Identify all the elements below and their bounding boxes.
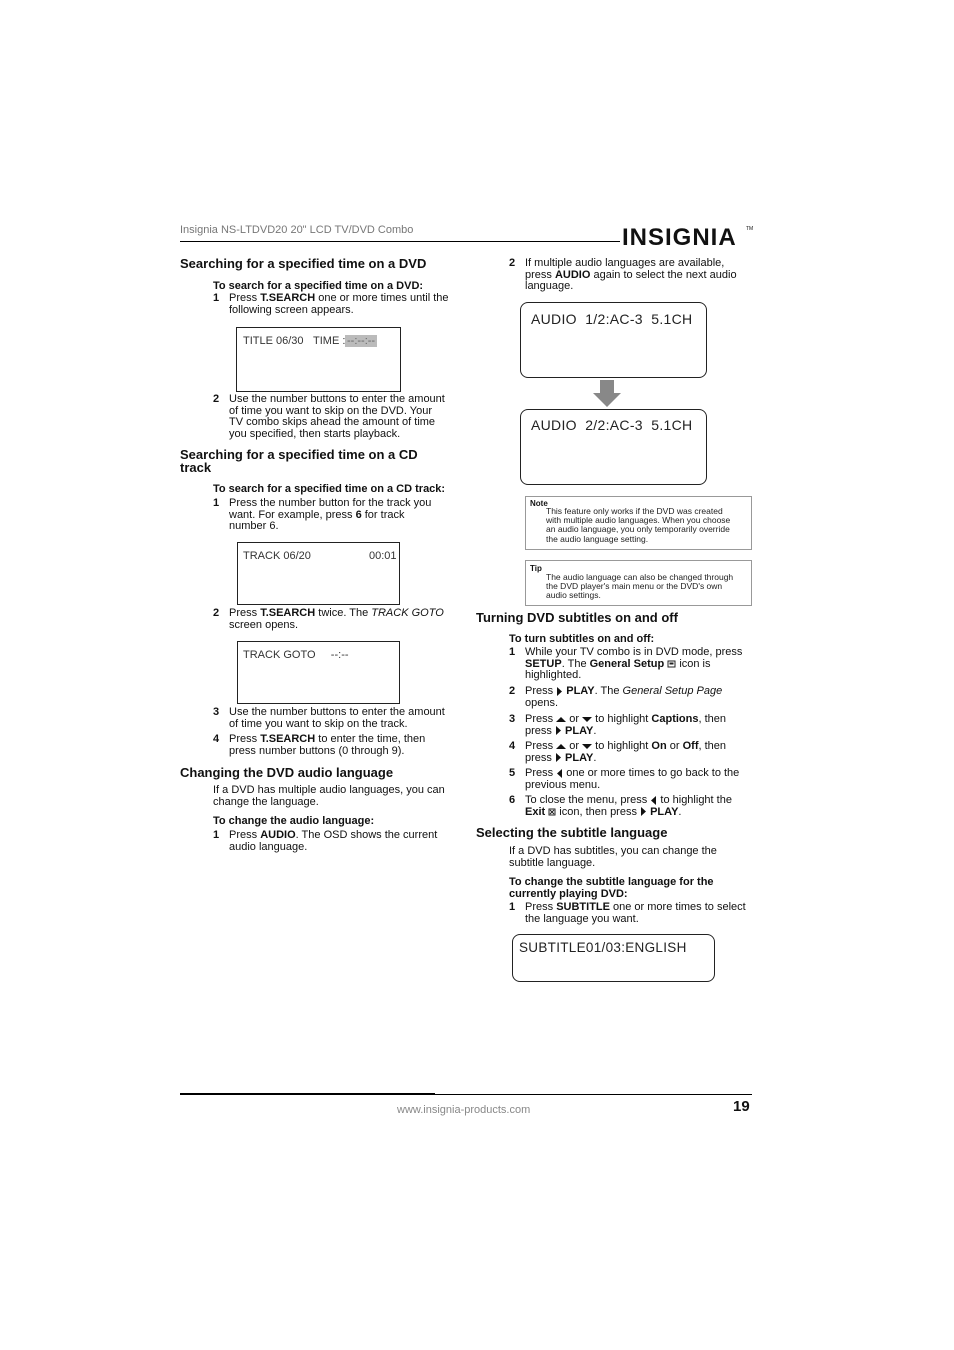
tip-label: Tip — [530, 564, 542, 573]
osd-screen-track-goto — [237, 641, 400, 704]
heading-dvd-time-search: Searching for a specified time on a DVD — [180, 256, 427, 271]
tip-box — [525, 560, 752, 606]
osd-screen-audio-1 — [520, 302, 707, 378]
heading-audio-language: Changing the DVD audio language — [180, 765, 394, 780]
osd-audio-1: AUDIO 1/2:AC-3 5.1CH — [531, 311, 693, 327]
osd-subtitle: SUBTITLE01/03:ENGLISH — [519, 940, 687, 955]
step-number: 1 — [213, 292, 220, 304]
paragraph-audio: If a DVD has multiple audio languages, you can change the language. — [213, 784, 445, 808]
osd-title: TITLE 06/30 — [243, 335, 304, 347]
heading-cd-time-search: Searching for a specified time on a CD track — [180, 447, 418, 475]
osd-screen-track — [237, 542, 400, 605]
general-setup-icon — [667, 660, 676, 668]
osd-screen-subtitle — [512, 934, 715, 982]
osd-time-label: TIME : — [313, 335, 346, 347]
subheading-cd-time-search: To search for a specified time on a CD track: — [213, 483, 446, 495]
right-arrow-icon — [556, 687, 563, 696]
osd-track-time: 00:01 — [369, 550, 397, 562]
subheading-audio: To change the audio language: — [213, 815, 375, 827]
subheading-subtitle-language: To change the subtitle language for the currently playing DVD: — [509, 876, 714, 900]
logo-tm: TM — [746, 226, 754, 232]
header-title: Insignia NS-LTDVD20 20" LCD TV/DVD Combo — [180, 224, 414, 236]
osd-track: TRACK 06/20 — [243, 550, 311, 562]
down-arrow-icon — [582, 716, 592, 723]
page-number: 19 — [733, 1098, 750, 1115]
osd-audio-2: AUDIO 2/2:AC-3 5.1CH — [531, 417, 693, 433]
insignia-logo — [622, 218, 752, 250]
osd-track-goto: TRACK GOTO --:-- — [243, 649, 349, 661]
note-text: This feature only works if the DVD was created with multiple audio languages. When you choose an audio language, you only temporarily override the audio language setting. — [546, 506, 731, 544]
note-label: Note — [530, 499, 548, 508]
note-box — [525, 496, 752, 550]
heading-subtitles-on-off: Turning DVD subtitles on and off — [476, 610, 678, 625]
header-rule — [180, 241, 620, 242]
right-arrow-icon — [555, 726, 562, 735]
footer-rule — [180, 1094, 752, 1095]
tip-text: The audio language can also be changed through the DVD player's main menu or the DVD's own audio settings. — [546, 572, 734, 601]
right-arrow-icon — [555, 753, 562, 762]
osd-time-value: --:--:-- — [347, 335, 376, 347]
arrow-down-icon — [592, 380, 622, 408]
footer-url: www.insignia-products.com — [397, 1104, 531, 1116]
paragraph-subtitle: If a DVD has subtitles, you can change the subtitle language. — [509, 845, 717, 869]
up-arrow-icon — [556, 743, 566, 750]
right-arrow-icon — [640, 807, 647, 816]
heading-subtitle-language: Selecting the subtitle language — [476, 825, 668, 840]
up-arrow-icon — [556, 716, 566, 723]
subheading-dvd-time-search: To search for a specified time on a DVD: — [213, 280, 424, 292]
subheading-subtitles: To turn subtitles on and off: — [509, 633, 655, 645]
osd-screen-audio-2 — [520, 409, 707, 485]
osd-screen-title-time — [236, 327, 401, 392]
logo-text: INSIGNIA — [622, 224, 737, 251]
down-arrow-icon — [582, 743, 592, 750]
